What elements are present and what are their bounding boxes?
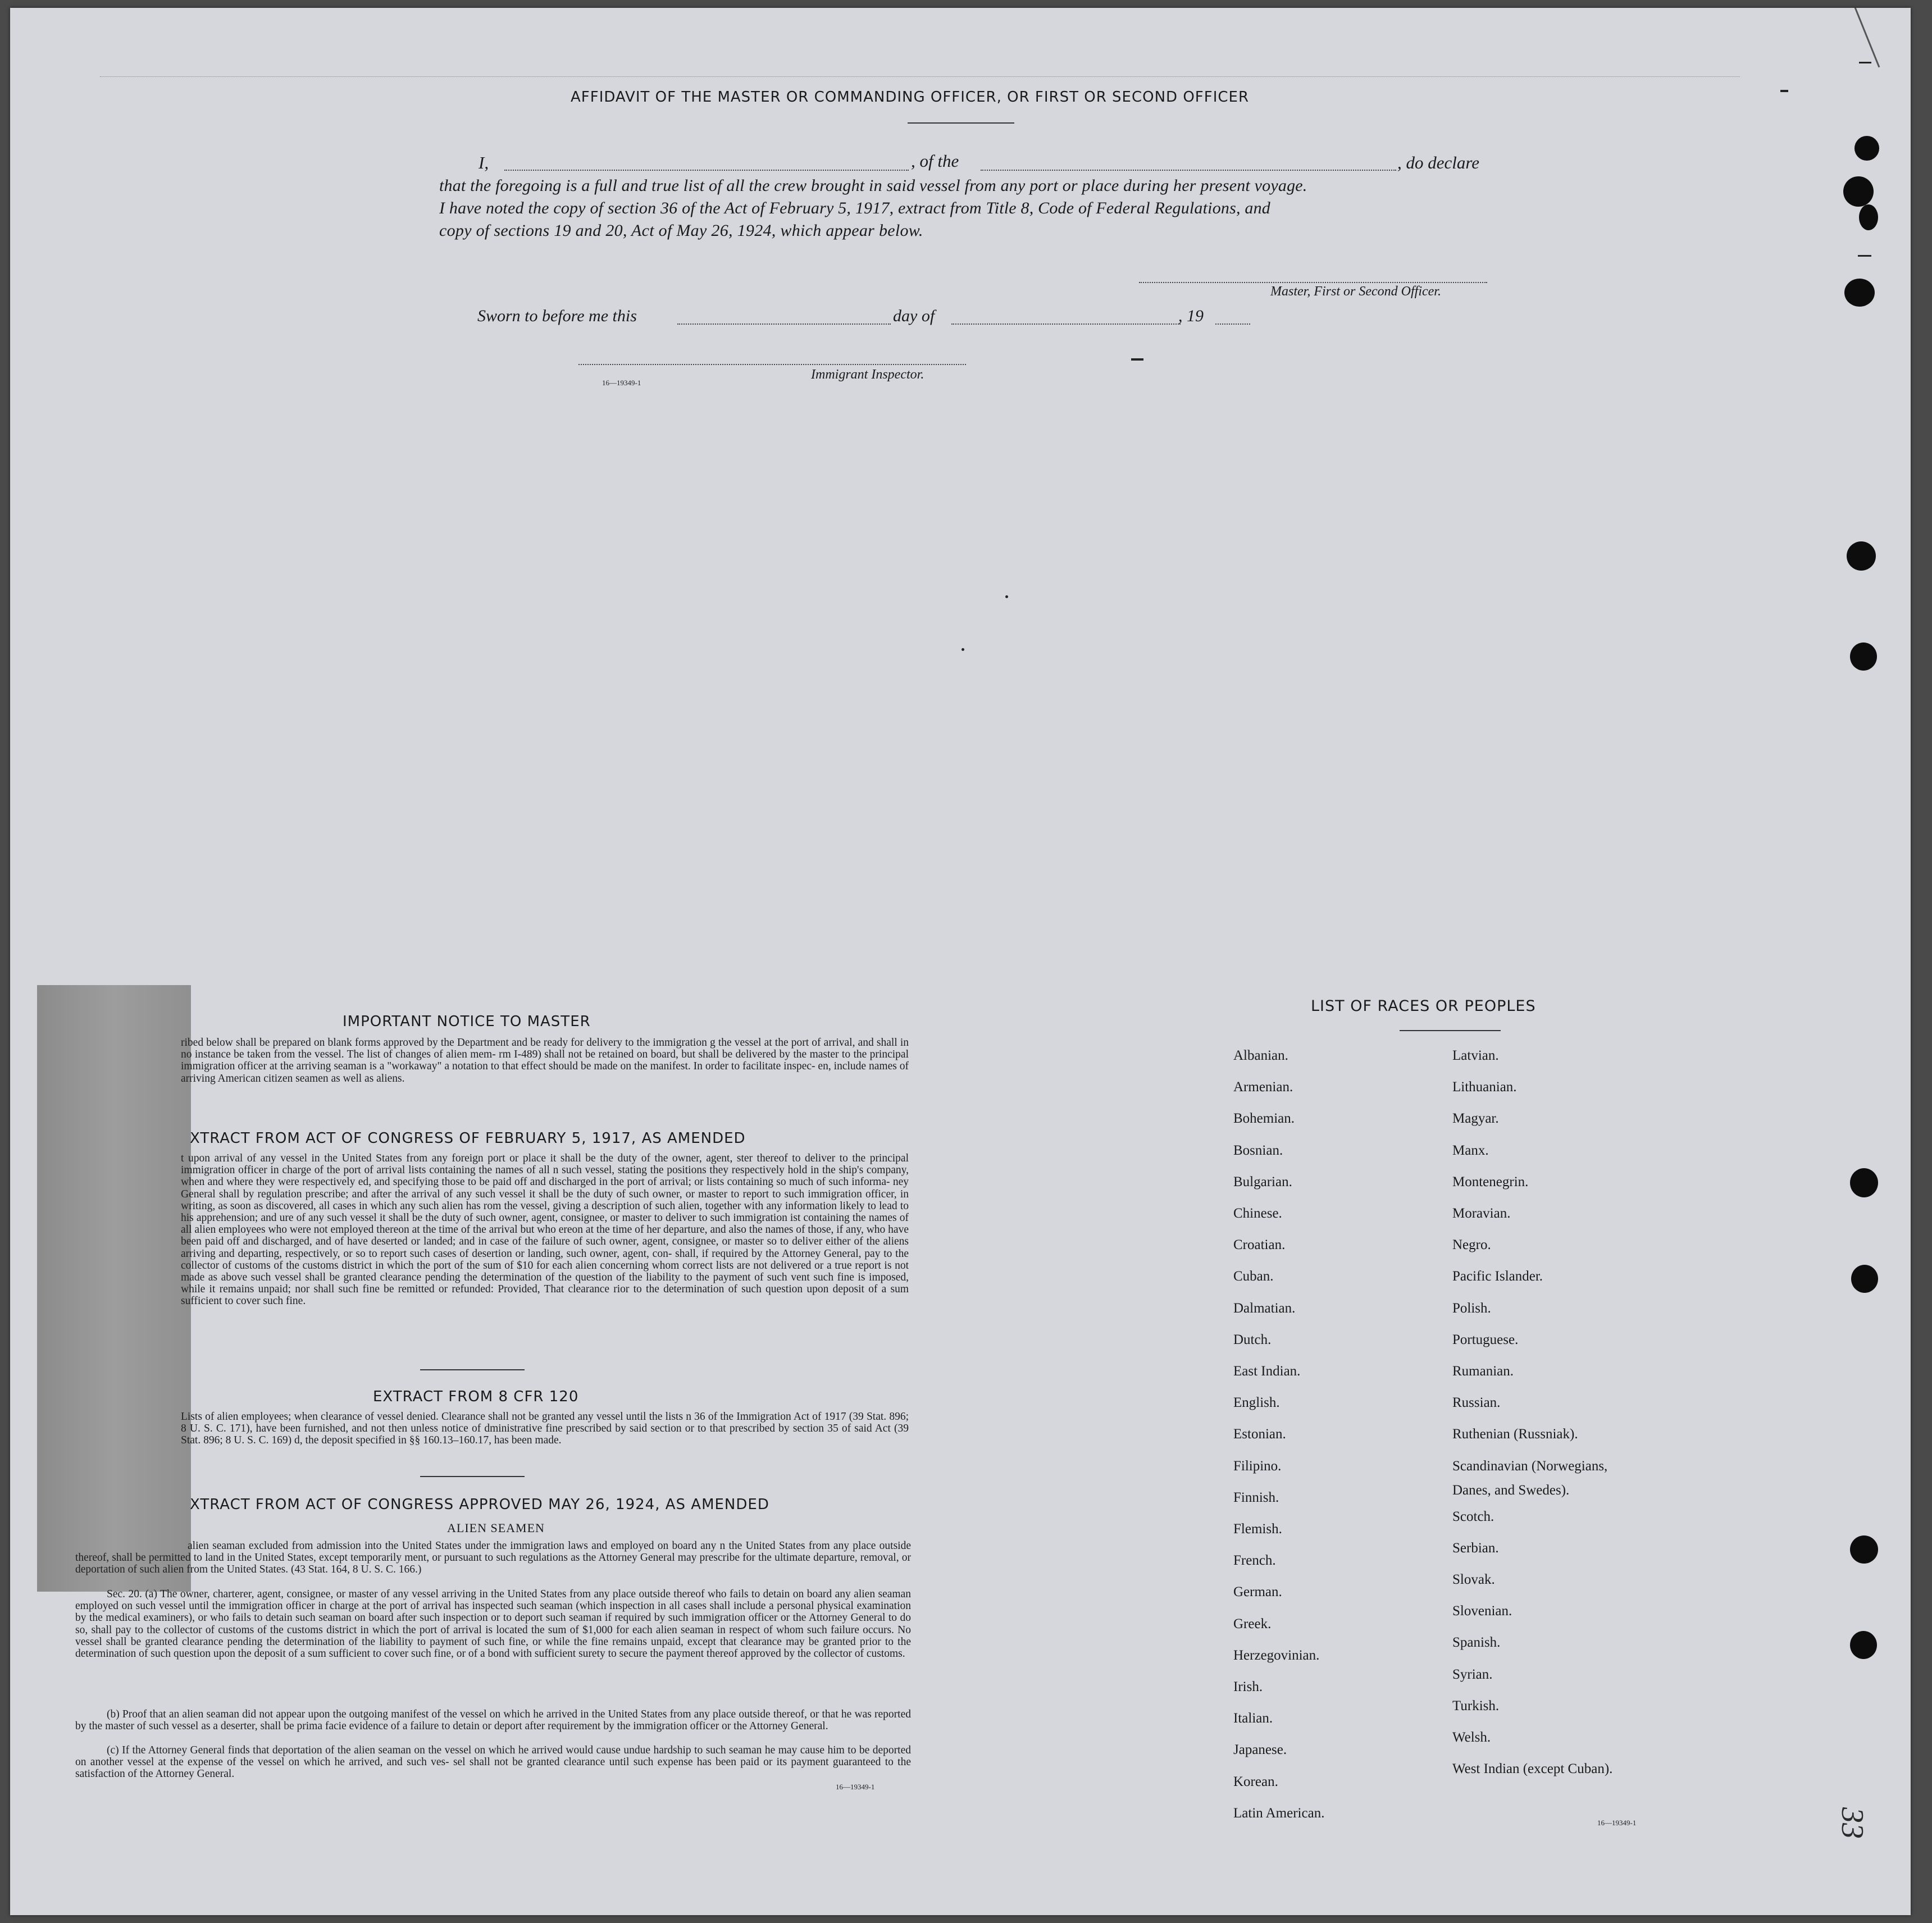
extract-8cfr-paragraph: Lists of alien employees; when clearance of vessel denied. Clearance shall not be granted any vessel until the lists n 36 of the Immigration Act of 1917 (39 Stat. 896; 8 U. S. C. 171), have been furnished, and not then unless notice of dministrative fine prescribed by said section or to that prescribed by section 35 of said Act (39 Stat. 896; 8 U. S. C. 169) d, the deposit specified in §§ 160.13–160.17, has been made. <box>181 1411 909 1447</box>
race-item: Latvian. <box>1452 1048 1499 1063</box>
affidavit-name-blank <box>504 170 909 171</box>
affidavit-vessel-blank <box>981 170 1396 171</box>
race-item: Filipino. <box>1233 1458 1282 1474</box>
extract-1917-title: XTRACT FROM ACT OF CONGRESS OF FEBRUARY 5, 1917, AS AMENDED <box>190 1130 746 1147</box>
race-item: Cuban. <box>1233 1269 1274 1284</box>
race-item: Bohemian. <box>1233 1111 1295 1127</box>
notice-title: IMPORTANT NOTICE TO MASTER <box>343 1013 591 1030</box>
affidavit-line4: copy of sections 19 and 20, Act of May 26, 1924, which appear below. <box>439 221 923 240</box>
race-item: Japanese. <box>1233 1742 1287 1758</box>
race-item: Albanian. <box>1233 1048 1288 1063</box>
race-item: Dalmatian. <box>1233 1300 1296 1316</box>
extract-1924-para-b: Sec. 20. (a) The owner, charterer, agent, consignee, or master of any vessel arriving in the United States from any place outside thereof who fails to detain on board any alien seaman employed on such vessel until the immigration officer in charge at the port of arrival has inspected such seaman (which inspection in all cases shall include a personal physical examination by the medical examiners), or who fails to detain such seaman on board after such inspection or to deport such seaman if required by such immigration officer or the Attorney General to do so, shall pay to the collector of customs of the customs district in which the port of arrival is located the sum of $1,000 for each alien seaman in respect of whom such failure occurs. No vessel shall be granted clearance pending the determination of the liability to payment of such fine, or while the fine remains unpaid, except that clearance may be granted prior to the determination of such question upon the deposit of a sum sufficient to cover such fine, or of a bond with sufficient surety to secure the payment thereof approved by the collector of customs. <box>75 1588 911 1660</box>
extract-form-number: 16—19349-1 <box>836 1783 875 1791</box>
affidavit-line1-i: I, <box>479 153 489 172</box>
master-signature-label: Master, First or Second Officer. <box>1270 284 1441 299</box>
race-item: Scotch. <box>1452 1509 1494 1524</box>
race-item: Montenegrin. <box>1452 1174 1529 1190</box>
race-item: Negro. <box>1452 1237 1491 1253</box>
race-item: Welsh. <box>1452 1729 1491 1745</box>
race-item: Armenian. <box>1233 1079 1293 1095</box>
extract-1924-para-a: alien seaman excluded from admission into the United States under the immigration laws and employed on board any n the United States from any place outside thereof, shall be permitted to land in the United States, except temporarily ment, or pursuant to such regulations as the Attorney General may prescribe for the ultimate departure, removal, or deportation of such alien from the United States. (43 Stat. 164, 8 U. S. C. 166.) <box>75 1540 911 1576</box>
race-item: Portuguese. <box>1452 1332 1519 1347</box>
race-item: Spanish. <box>1452 1635 1501 1651</box>
speck <box>1005 595 1008 598</box>
race-item: Serbian. <box>1452 1540 1499 1556</box>
race-item: Slovenian. <box>1452 1603 1512 1619</box>
edge-mark <box>1859 62 1871 63</box>
notice-paragraph: ribed below shall be prepared on blank forms approved by the Department and be ready for delivery to the immigration g the vessel at the port of arrival, and shall in no instance be taken from the vessel. The list of changes of alien mem- rm I-489) shall not be retained on board, but shall be delivered by the master to the principal immigration officer at the arriving seaman is a "workaway" a notation to that effect should be made on the manifest. In order to facilitate inspec- en, include names of arriving American citizen seamen as well as aliens. <box>181 1037 909 1084</box>
race-item: Russian. <box>1452 1395 1501 1411</box>
section-rule <box>420 1369 525 1370</box>
affidavit-line1-declare: , do declare <box>1397 153 1480 172</box>
race-item: Greek. <box>1233 1616 1272 1632</box>
race-item: Herzegovinian. <box>1233 1647 1320 1663</box>
extract-1917-paragraph: t upon arrival of any vessel in the United States from any foreign port or place it shall be the duty of the owner, agent, ster thereof to deliver to the principal immigration officer in charge of the port of arrival lists containing the names of all n such vessel, stating the positions they respectively hold in the ship's company, when and where they were respectively ed, and specifying those to be paid off and discharged in the port of arrival; or lists containing so much of such informa- ney General shall by regulation prescribe; and after the arrival of any such vessel it shall be the duty of such owner, or master to report to such immigration officer, in writing, as soon as discovered, all cases in which any such alien has rom the vessel, giving a description of such alien, together with any information likely to lead to his apprehension; and ure of any such vessel it shall be the duty of such owner, agent, consignee, or master to deliver to such immigration ist containing the names of all alien employees who were not employed thereon at the time of the arrival but who ereon at the time of her departure, and also the names of those, if any, who have been paid off and discharged, and of have deserted or landed; and in case of the failure of such owner, agent, consignee, or master so to deliver either of the aliens arriving and departing, respectively, or so to report such cases of desertion or landing, such owner, agent, con- shall, if required by the Attorney General, pay to the collector of customs of the customs district in which the port of the sum of $10 for each alien concerning whom correct lists are not delivered or a true report is not made as above such vessel shall be granted clearance pending the determination of the question of the liability to the payment of such vent such fine is imposed, while it remains unpaid; nor shall such fine be remitted or refunded: Provided, That clearance rior to the determination of such question upon deposit of a sum sufficient to cover such fine. <box>181 1152 909 1307</box>
race-item: Flemish. <box>1233 1521 1282 1537</box>
corner-fold-line <box>1853 8 1880 67</box>
race-item: Dutch. <box>1233 1332 1272 1347</box>
sworn-year: , 19 <box>1178 307 1204 325</box>
binder-hole <box>1859 204 1878 230</box>
affidavit-line3: I have noted the copy of section 36 of the Act of February 5, 1917, extract from Title 8, Code of Federal Regulations, and <box>439 199 1270 217</box>
binder-hole <box>1847 541 1876 571</box>
race-item: Syrian. <box>1452 1666 1493 1682</box>
race-item: Lithuanian. <box>1452 1079 1517 1095</box>
binder-hole <box>1851 1265 1878 1293</box>
race-item: Latin American. <box>1233 1805 1325 1821</box>
race-right-continuation: Danes, and Swedes). <box>1452 1483 1570 1498</box>
race-item: Finnish. <box>1233 1489 1279 1505</box>
sworn-day-of: day of <box>893 307 935 325</box>
race-item: German. <box>1233 1584 1282 1600</box>
race-item: Bulgarian. <box>1233 1174 1292 1190</box>
top-faint-rule <box>100 76 1740 77</box>
race-item: Slovak. <box>1452 1571 1495 1587</box>
race-item: Rumanian. <box>1452 1364 1514 1379</box>
page-number: 33 <box>1835 1807 1870 1839</box>
race-item: Estonian. <box>1233 1427 1286 1442</box>
inspector-signature-line <box>578 364 966 365</box>
race-item: East Indian. <box>1233 1364 1301 1379</box>
race-item: Moravian. <box>1452 1206 1511 1221</box>
binder-hole <box>1850 1168 1878 1197</box>
extract-1924-para-c: (b) Proof that an alien seaman did not appear upon the outgoing manifest of the vessel on which he arrived in the United States from any place outside thereof, or that he was reported by the master of such vessel as a deserter, shall be prima facie evidence of a failure to detain or deport after requirement by the immigration officer or the Attorney General. <box>75 1708 911 1733</box>
binder-hole <box>1854 136 1879 161</box>
section-rule <box>420 1476 525 1477</box>
ink-mark <box>1131 358 1143 361</box>
race-item: English. <box>1233 1395 1280 1411</box>
races-title-rule <box>1400 1030 1501 1031</box>
race-item: Bosnian. <box>1233 1142 1283 1158</box>
binder-hole <box>1844 279 1875 307</box>
race-item: Croatian. <box>1233 1237 1286 1253</box>
race-item: Italian. <box>1233 1711 1273 1726</box>
edge-mark <box>1780 90 1788 92</box>
speck <box>962 648 964 651</box>
race-item: West Indian (except Cuban). <box>1452 1761 1613 1777</box>
race-item: Polish. <box>1452 1300 1491 1316</box>
race-item: Manx. <box>1452 1142 1489 1158</box>
binder-hole <box>1843 176 1874 207</box>
race-item: Scandinavian (Norwegians, <box>1452 1458 1608 1474</box>
sworn-prefix: Sworn to before me this <box>477 307 637 325</box>
extract-1924-title: XTRACT FROM ACT OF CONGRESS APPROVED MAY 26, 1924, AS AMENDED <box>190 1496 769 1513</box>
inspector-label: Immigrant Inspector. <box>811 367 924 382</box>
binder-hole <box>1850 1535 1878 1564</box>
sworn-year-blank <box>1215 323 1250 325</box>
race-item: Pacific Islander. <box>1452 1269 1543 1284</box>
extract-1924-subtitle: ALIEN SEAMEN <box>447 1521 545 1535</box>
tape-strip <box>37 985 191 1592</box>
race-item: Ruthenian (Russniak). <box>1452 1427 1578 1442</box>
race-item: Korean. <box>1233 1774 1278 1789</box>
master-signature-line <box>1139 282 1487 283</box>
edge-mark <box>1858 255 1871 257</box>
sworn-month-blank <box>951 323 1181 325</box>
extract-8cfr-title: EXTRACT FROM 8 CFR 120 <box>373 1388 579 1405</box>
affidavit-line1-of: , of the <box>911 151 959 171</box>
binder-hole <box>1850 642 1877 671</box>
affidavit-title-rule <box>908 122 1014 124</box>
affidavit-title: AFFIDAVIT OF THE MASTER OR COMMANDING OFFICER, OR FIRST OR SECOND OFFICER <box>571 89 1250 106</box>
document-page <box>10 8 1911 1915</box>
sworn-day-blank <box>677 323 891 325</box>
race-item: French. <box>1233 1553 1276 1569</box>
races-form-number: 16—19349-1 <box>1597 1819 1637 1827</box>
extract-1924-para-d: (c) If the Attorney General finds that deportation of the alien seaman on the vessel on which he arrived would cause undue hardship to such seaman he may cause him to be deported on another vessel at the expense of the vessel on which he arrived, and such ves- sel shall not be granted clearance until such expense has been paid or its payment guaranteed to the satisfaction of the Attorney General. <box>75 1744 911 1780</box>
affidavit-line2: that the foregoing is a full and true list of all the crew brought in said vessel from any port or place during her present voyage. <box>439 176 1307 195</box>
binder-hole <box>1850 1631 1877 1659</box>
race-item: Magyar. <box>1452 1111 1499 1127</box>
race-item: Turkish. <box>1452 1698 1500 1714</box>
race-item: Chinese. <box>1233 1206 1282 1221</box>
affidavit-form-number: 16—19349-1 <box>602 379 641 387</box>
race-item: Irish. <box>1233 1679 1263 1694</box>
races-title: LIST OF RACES OR PEOPLES <box>1311 997 1536 1015</box>
